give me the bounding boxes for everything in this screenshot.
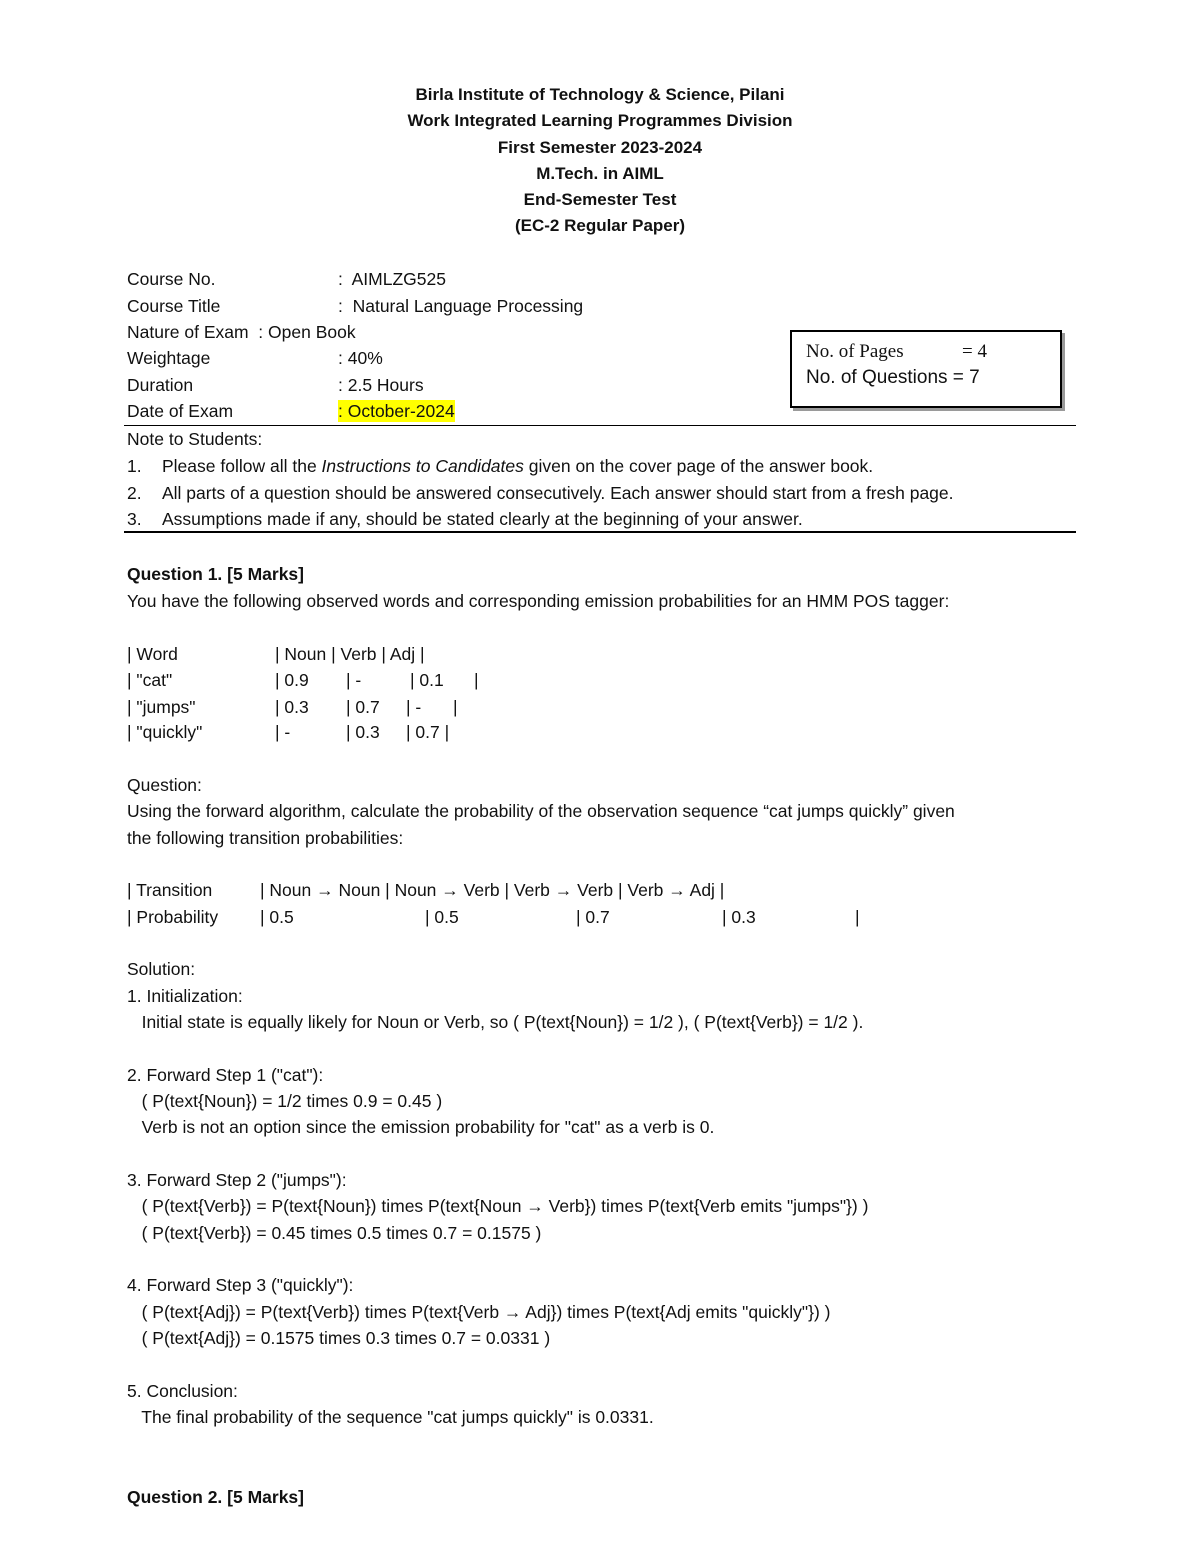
pages-value: = 4	[962, 341, 987, 362]
transition-header-label: | Transition	[127, 880, 213, 900]
emission-row-cat-verb: | -	[346, 670, 362, 690]
course-no-label: Course No.	[127, 269, 216, 289]
emission-row-cat-word: | "cat"	[127, 670, 173, 690]
question-1-intro: You have the following observed words and corresponding emission probabilities for an HMM POS tagger:	[127, 591, 950, 611]
question-2-title: Question 2. [5 Marks]	[127, 1487, 304, 1507]
weightage-label: Weightage	[127, 348, 211, 368]
test-name: End-Semester Test	[523, 190, 677, 209]
course-title-value: : Natural Language Processing	[338, 296, 584, 316]
notes-title: Note to Students:	[127, 429, 263, 449]
note-1	[162, 455, 873, 477]
step-4-line-2: ( P(text{Adj}) = 0.1575 times 0.3 times 0.7 = 0.0331 )	[127, 1328, 551, 1348]
transition-noun-verb: | 0.5	[425, 907, 459, 927]
step-5-title: 5. Conclusion:	[127, 1381, 238, 1401]
note-3: Assumptions made if any, should be stated clearly at the beginning of your answer.	[162, 509, 803, 529]
note-2: All parts of a question should be answered consecutively. Each answer should start from a fresh page.	[162, 483, 954, 503]
note-1-text-a: Please follow all the	[162, 456, 322, 476]
emission-row-cat-adj: | 0.1	[410, 670, 444, 690]
note-1-num: 1.	[127, 456, 142, 476]
institute-name: Birla Institute of Technology & Science, Pilani	[415, 85, 785, 104]
nature-of-exam: Nature of Exam : Open Book	[127, 322, 356, 342]
step-1-title: 1. Initialization:	[127, 986, 243, 1006]
emission-row-quickly-adj: | 0.7 |	[406, 722, 450, 742]
step-4-title: 4. Forward Step 3 ("quickly"):	[127, 1275, 354, 1295]
emission-row-jumps-noun: | 0.3	[275, 697, 309, 717]
step-2-line-2: Verb is not an option since the emission probability for "cat" as a verb is 0.	[127, 1117, 715, 1137]
step-3-line-2: ( P(text{Verb}) = 0.45 times 0.5 times 0.7 = 0.1575 )	[127, 1223, 542, 1243]
course-no-value: : AIMLZG525	[338, 269, 446, 289]
duration-value: : 2.5 Hours	[338, 375, 424, 395]
emission-row-jumps-end: |	[453, 697, 458, 717]
paper-type: (EC-2 Regular Paper)	[514, 216, 686, 235]
divider-top	[124, 425, 1076, 426]
emission-header-word: | Word	[127, 644, 178, 664]
step-5-line-1: The final probability of the sequence "cat jumps quickly" is 0.0331.	[127, 1407, 654, 1427]
note-1-italic: Instructions to Candidates	[321, 456, 524, 476]
note-3-num: 3.	[127, 509, 142, 529]
question-text-2: the following transition probabilities:	[127, 828, 404, 848]
note-2-num: 2.	[127, 483, 142, 503]
emission-header-tags: | Noun | Verb | Adj |	[275, 644, 425, 664]
divider-bottom	[124, 531, 1076, 533]
step-2-title: 2. Forward Step 1 ("cat"):	[127, 1065, 324, 1085]
questions-count: No. of Questions = 7	[806, 367, 980, 388]
emission-row-quickly-noun: | -	[275, 722, 291, 742]
pages-label: No. of Pages	[806, 341, 904, 362]
exam-info-box	[790, 330, 1062, 408]
note-1-text-b: given on the cover page of the answer book.	[523, 456, 874, 476]
step-3-line-1: ( P(text{Verb}) = P(text{Noun}) times P(text{Noun → Verb}) times P(text{Verb emits "jumps"}) )	[127, 1196, 869, 1216]
transition-noun-noun: | 0.5	[260, 907, 294, 927]
step-2-line-1: ( P(text{Noun}) = 1/2 times 0.9 = 0.45 )	[127, 1091, 443, 1111]
course-title-label: Course Title	[127, 296, 221, 316]
semester: First Semester 2023-2024	[497, 138, 703, 157]
division-name: Work Integrated Learning Programmes Division	[407, 111, 793, 130]
emission-row-jumps-verb: | 0.7	[346, 697, 380, 717]
step-4-line-1: ( P(text{Adj}) = P(text{Verb}) times P(text{Verb → Adj}) times P(text{Adj emits "quickly"}) )	[127, 1302, 831, 1322]
step-3-title: 3. Forward Step 2 ("jumps"):	[127, 1170, 347, 1190]
transition-row-label: | Probability	[127, 907, 219, 927]
date-label: Date of Exam	[127, 401, 234, 421]
question-label: Question:	[127, 775, 202, 795]
emission-row-jumps-word: | "jumps"	[127, 697, 196, 717]
emission-row-quickly-verb: | 0.3	[346, 722, 380, 742]
transition-verb-verb: | 0.7	[576, 907, 610, 927]
emission-row-cat-end: |	[474, 670, 479, 690]
question-text-1: Using the forward algorithm, calculate the probability of the observation sequence “cat jumps quickly” given	[127, 801, 955, 821]
step-1-line-1: Initial state is equally likely for Noun or Verb, so ( P(text{Noun}) = 1/2 ), ( P(text{Verb}) = 1/2 ).	[127, 1012, 864, 1032]
transition-verb-adj: | 0.3	[722, 907, 756, 927]
emission-row-quickly-word: | "quickly"	[127, 722, 203, 742]
transition-row-end: |	[855, 907, 860, 927]
date-value: : October-2024	[338, 401, 455, 421]
duration-label: Duration	[127, 375, 194, 395]
program-name: M.Tech. in AIML	[536, 164, 664, 183]
solution-label: Solution:	[127, 959, 196, 979]
transition-header-cols: | Noun → Noun | Noun → Verb | Verb → Verb | Verb → Adj |	[260, 880, 725, 900]
weightage-value: : 40%	[338, 348, 383, 368]
emission-row-cat-noun: | 0.9	[275, 670, 309, 690]
emission-row-jumps-adj: | -	[406, 697, 422, 717]
question-1-title: Question 1. [5 Marks]	[127, 564, 304, 584]
